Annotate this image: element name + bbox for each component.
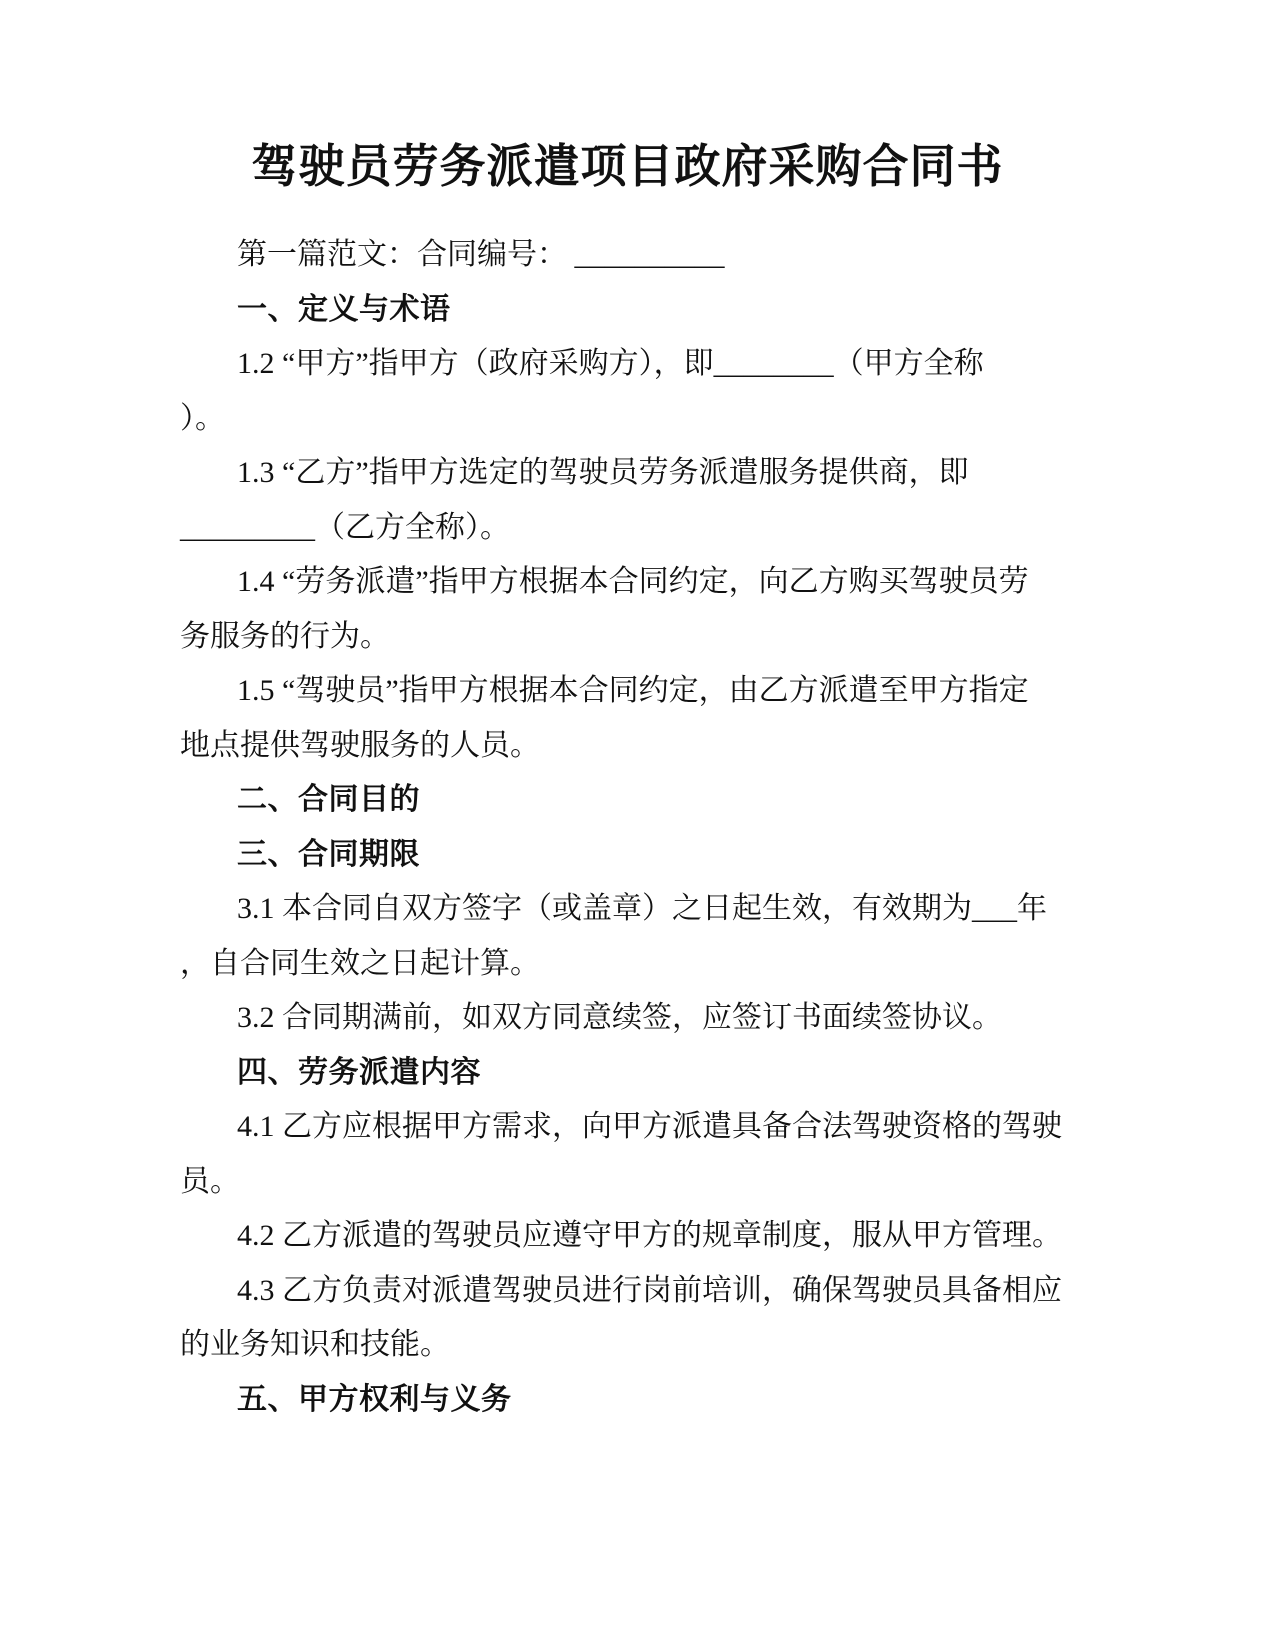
paragraph-line-1-4-cont: 务服务的行为。 <box>180 619 390 653</box>
section-heading-4-dispatch-content: 四、劳务派遣内容 <box>237 1054 481 1090</box>
paragraph-line-4-3-cont: 的业务知识和技能。 <box>180 1328 450 1361</box>
paragraph-line-1-5: 1.5 “驾驶员”指甲方根据本合同约定，由乙方派遣至甲方指定 <box>237 674 1029 707</box>
paragraph-line-1-3: 1.3 “乙方”指甲方选定的驾驶员劳务派遣服务提供商，即 <box>237 456 969 489</box>
paragraph-line-4-1: 4.1 乙方应根据甲方需求，向甲方派遣具备合法驾驶资格的驾驶 <box>237 1110 1062 1143</box>
paragraph-line-contract-number: 第一篇范文：合同编号： __________ <box>237 238 725 271</box>
document-content <box>180 0 1075 1427</box>
paragraph-line-4-1-cont: 员。 <box>180 1164 240 1198</box>
section-heading-5-party-a-rights: 五、甲方权利与义务 <box>237 1381 512 1417</box>
paragraph-line-3-2: 3.2 合同期满前，如双方同意续签，应签订书面续签协议。 <box>237 1001 1002 1034</box>
document-body <box>180 228 1075 1427</box>
paragraph-line-1-2-cont: ）。 <box>180 401 225 435</box>
section-heading-2-purpose: 二、合同目的 <box>237 782 420 817</box>
paragraph-line-3-1-cont: ，自合同生效之日起计算。 <box>180 946 540 980</box>
paragraph-line-4-3: 4.3 乙方负责对派遣驾驶员进行岗前培训，确保驾驶员具备相应 <box>237 1273 1062 1307</box>
paragraph-line-3-1: 3.1 本合同自双方签字（或盖章）之日起生效，有效期为___年 <box>237 892 1047 925</box>
paragraph-line-1-4: 1.4 “劳务派遣”指甲方根据本合同约定，向乙方购买驾驶员劳 <box>237 565 1029 598</box>
paragraph-line-1-2: 1.2 “甲方”指甲方（政府采购方），即________（甲方全称 <box>237 347 984 380</box>
section-heading-1-definitions: 一、定义与术语 <box>237 291 451 327</box>
document-title: 驾驶员劳务派遣项目政府采购合同书 <box>251 141 1004 192</box>
section-heading-3-term: 三、合同期限 <box>237 836 420 872</box>
paragraph-line-1-5-cont: 地点提供驾驶服务的人员。 <box>180 728 540 762</box>
paragraph-line-4-2: 4.2 乙方派遣的驾驶员应遵守甲方的规章制度，服从甲方管理。 <box>237 1219 1062 1252</box>
paragraph-line-1-3-cont: _________（乙方全称）。 <box>180 510 510 544</box>
